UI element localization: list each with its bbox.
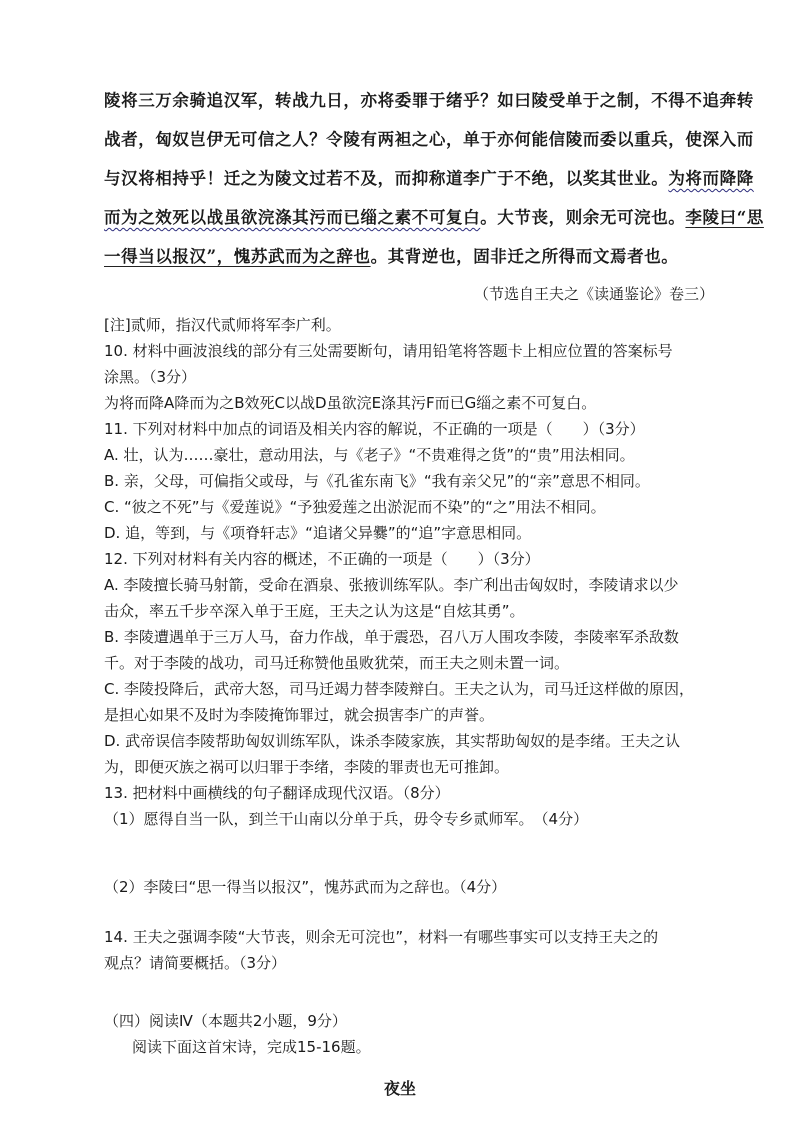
- q12-option-d-cont: 为，即便灭族之祸可以归罪于李绪，李陵的罪责也无可推卸。: [104, 758, 510, 776]
- q11-option-a: A. 壮，认为……豪壮，意动用法，与《老子》“不贵难得之货”的“贵”用法相同。: [104, 446, 635, 464]
- passage-line-5-text: 。其背逆也，固非迁之所得而文焉者也。: [370, 247, 679, 266]
- footnote: [注]贰师，指汉代贰师将军李广利。: [104, 316, 341, 334]
- q12-option-b: B. 李陵遭遇单于三万人马，奋力作战，单于震恐，召八万人围攻李陵，李陵率军杀敌数: [104, 628, 679, 646]
- q11-stem: 11. 下列对材料中加点的词语及相关内容的解说，不正确的一项是（ ）（3分）: [104, 420, 645, 438]
- underlined-sentence: 李陵曰“思: [685, 208, 764, 227]
- passage-line-5: [104, 246, 678, 268]
- q14-stem: 14. 王夫之强调李陵“大节丧，则余无可浣也”，材料一有哪些事实可以支持王夫之的: [104, 928, 659, 946]
- passage-line-2: 战者，匈奴岂伊无可信之人？令陵有两袒之心，单于亦何能信陵而委以重兵，使深入而: [104, 130, 754, 149]
- q13-stem: 13. 把材料中画横线的句子翻译成现代汉语。（8分）: [104, 784, 450, 802]
- q12-option-c: C. 李陵投降后，武帝大怒，司马迁竭力替李陵辩白。王夫之认为，司马迁这样做的原因，: [104, 680, 695, 698]
- underlined-sentence: 一得当以报汉”，愧苏武而为之辞也: [104, 247, 371, 266]
- passage-source: （节选自王夫之《读通鉴论》卷三）: [473, 285, 714, 303]
- passage-line-1: 陵将三万余骑追汉军，转战九日，亦将委罪于绪乎？如曰陵受单于之制，不得不追奔转: [104, 91, 754, 110]
- q11-option-c: C. “彼之不死”与《爱莲说》“予独爱莲之出淤泥而不染”的“之”用法不相同。: [104, 498, 606, 516]
- q10-stem: 10. 材料中画波浪线的部分有三处需要断句，请用铅笔将答题卡上相应位置的答案标号: [104, 342, 673, 360]
- q12-option-a-cont: 击众，率五千步卒深入单于王庭，王夫之认为这是“自炫其勇”。: [104, 602, 525, 620]
- q12-option-c-cont: 是担心如果不及时为李陵掩饰罪过，就会损害李广的声誉。: [104, 706, 495, 724]
- q11-option-d: D. 追，等到，与《项脊轩志》“追诸父异爨”的“追”字意思相同。: [104, 524, 532, 542]
- passage-line-3: [104, 168, 754, 190]
- section-instruction: 阅读下面这首宋诗，完成15-16题。: [132, 1038, 371, 1056]
- passage-line-4-text: 。大节丧，则余无可浣也。: [480, 208, 686, 227]
- q13-sentence-2: （2）李陵曰“思一得当以报汉”，愧苏武而为之辞也。（4分）: [104, 878, 507, 896]
- passage-line-3-text: 与汉将相持乎！迁之为陵文过若不及，而抑称道李广于不绝，以奖其世业。: [104, 169, 669, 188]
- q10-sentence: 为将而降A降而为之B效死C以战D虽欲浣E涤其污F而已G缁之素不可复白。: [104, 394, 597, 412]
- q11-option-b: B. 亲，父母，可偏指父或母，与《孔雀东南飞》“我有亲父兄”的“亲”意思不相同。: [104, 472, 650, 490]
- q12-option-a: A. 李陵擅长骑马射箭，受命在酒泉、张掖训练军队。李广利出击匈奴时，李陵请求以少: [104, 576, 679, 594]
- wavy-underline-text: 而为之效死以战虽欲浣涤其污而已缁之素不可复白: [104, 208, 481, 227]
- q10-stem-cont: 涂黑。（3分）: [104, 368, 197, 386]
- q14-stem-cont: 观点？请简要概括。（3分）: [104, 954, 287, 972]
- poem-title: 夜坐: [383, 1079, 416, 1098]
- passage-line-4: [104, 207, 764, 229]
- q13-sentence-1: （1）愿得自当一队，到兰干山南以分单于兵，毋令专乡贰师军。 （4分）: [104, 810, 589, 828]
- q12-stem: 12. 下列对材料有关内容的概述，不正确的一项是（ ）（3分）: [104, 550, 540, 568]
- q12-option-b-cont: 千。对于李陵的战功，司马迁称赞他虽败犹荣，而王夫之则未置一词。: [104, 654, 570, 672]
- section-heading: （四）阅读Ⅳ（本题共2小题，9分）: [104, 1012, 347, 1030]
- q12-option-d: D. 武帝误信李陵帮助匈奴训练军队，诛杀李陵家族，其实帮助匈奴的是李绪。王夫之认: [104, 732, 681, 750]
- wavy-underline-text: 为将而降降: [668, 169, 754, 188]
